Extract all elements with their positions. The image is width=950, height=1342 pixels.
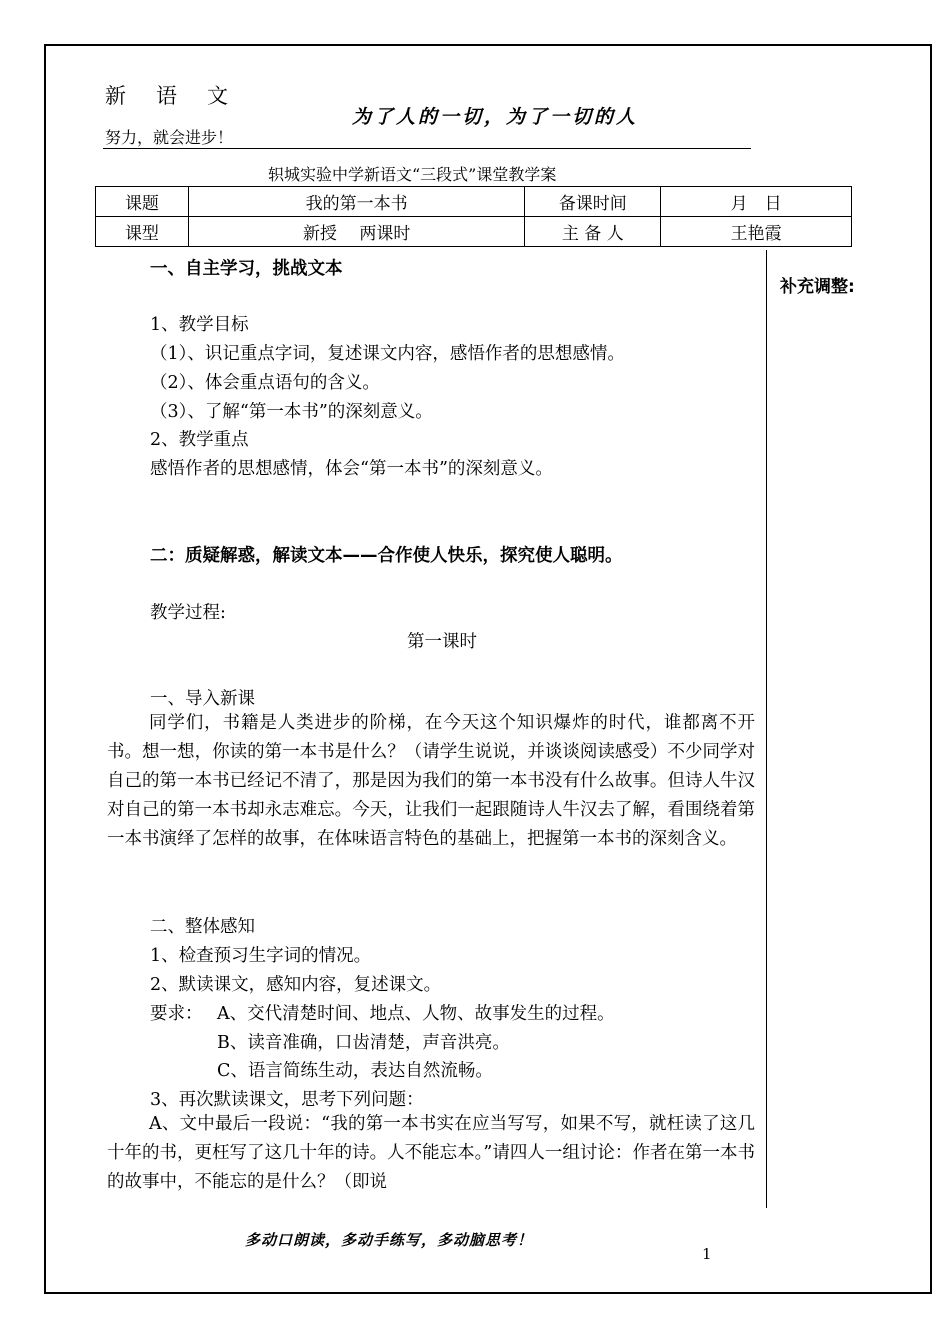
label-topic: 课题 — [96, 187, 189, 217]
label-lesson-type: 课型 — [96, 217, 189, 247]
plan-title: 轵城实验中学新语文“三段式”课堂教学案 — [268, 165, 557, 184]
focus-title: 2、教学重点 — [150, 430, 249, 450]
requirements-label: 要求： — [150, 1004, 203, 1024]
value-topic: 我的第一本书 — [188, 187, 525, 217]
overview-title: 二、整体感知 — [150, 917, 255, 937]
requirement-item: A、交代清楚时间、地点、人物、故事发生的过程。 — [217, 1004, 615, 1024]
lesson-info-table — [95, 186, 852, 247]
goal-item: （2）、体会重点语句的含义。 — [150, 373, 380, 393]
goal-item: （1）、识记重点字词，复述课文内容，感悟作者的思想感情。 — [150, 344, 625, 364]
process-label: 教学过程: — [150, 603, 226, 623]
question-paragraph: A、文中最后一段说：“我的第一本书实在应当写写，如果不写，就枉读了这几十年的书，更枉写了这几十年的诗。人不能忘本。”请四人一组讨论：作者在第一本书的故事中，不能忘的是什么？（即说 — [107, 1114, 755, 1192]
section1-heading: 一、自主学习，挑战文本 — [150, 259, 343, 279]
brand-name: 新语文 — [105, 84, 258, 108]
header-divider — [103, 148, 751, 149]
step-item: 2、默读课文，感知内容，复述课文。 — [150, 975, 442, 995]
requirement-item: B、读音准确，口齿清楚，声音洪亮。 — [217, 1033, 510, 1053]
footer-slogan: 多动口朗读，多动手练写，多动脑思考！ — [245, 1231, 534, 1249]
value-preparer: 王艳霞 — [661, 217, 852, 247]
intro-paragraph: 同学们，书籍是人类进步的阶梯，在今天这个知识爆炸的时代，谁都离不开书。想一想，你读的第一本书是什么？（请学生说说，并谈谈阅读感受）不少同学对自己的第一本书已经记不清了，那是因为我们的第一本书没有什么故事。但诗人牛汉对自己的第一本书却永志难忘。今天，让我们一起跟随诗人牛汉去了解，看围绕着第一本书演绎了怎样的故事，在体味语言特色的基础上，把握第一本书的深刻含义。 — [107, 713, 755, 849]
notes-column-divider — [766, 250, 767, 1208]
notes-column-title: 补充调整: — [780, 277, 855, 297]
focus-text: 感悟作者的思想感情，体会“第一本书”的深刻意义。 — [150, 459, 553, 479]
header-motto: 为了人的一切，为了一切的人 — [352, 106, 639, 128]
section2-heading: 二：质疑解惑，解读文本——合作使人快乐，探究使人聪明。 — [150, 546, 623, 566]
lesson-label: 第一课时 — [407, 632, 477, 652]
step-item: 1、检查预习生字词的情况。 — [150, 946, 372, 966]
goals-title: 1、教学目标 — [150, 315, 249, 335]
page-number: 1 — [702, 1245, 712, 1263]
value-prep-time: 月 日 — [661, 187, 852, 217]
goal-item: （3）、了解“第一本书”的深刻意义。 — [150, 402, 433, 422]
intro-title: 一、导入新课 — [150, 689, 255, 709]
label-preparer: 主 备 人 — [525, 217, 661, 247]
label-prep-time: 备课时间 — [525, 187, 661, 217]
value-lesson-type: 新授 两课时 — [188, 217, 525, 247]
header-slogan: 努力，就会进步！ — [105, 128, 234, 147]
step-item: 3、再次默读课文，思考下列问题： — [150, 1090, 424, 1110]
table-row — [96, 187, 852, 217]
requirement-item: C、语言简练生动，表达自然流畅。 — [217, 1061, 493, 1081]
table-row — [96, 217, 852, 247]
